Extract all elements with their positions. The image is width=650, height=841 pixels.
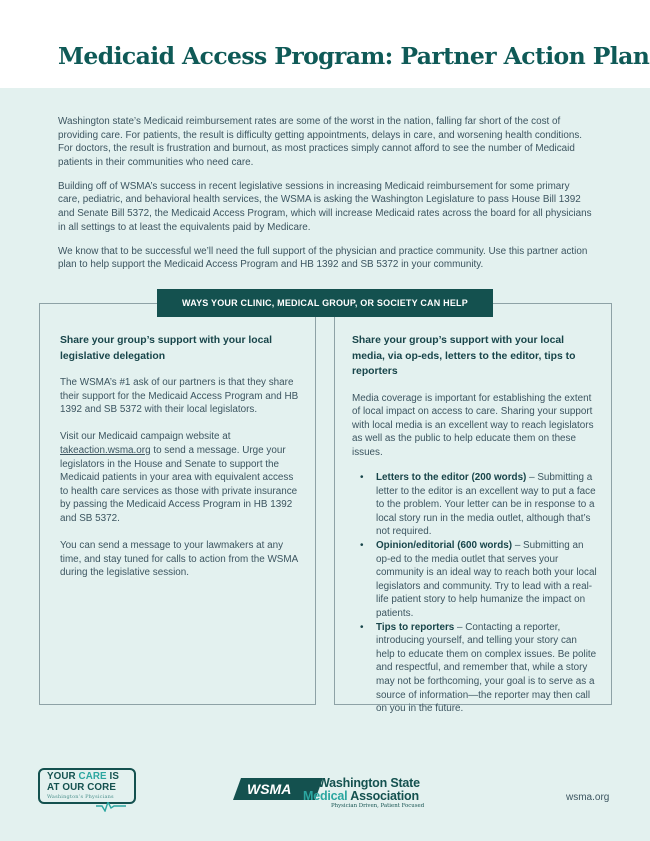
intro-paragraph-3: We know that to be successful we’ll need the full support of the physician and practice community. Use this partner action plan to help support the Medicaid Access Program and HB 1392 and SB 5372 in your community. bbox=[58, 245, 588, 271]
list-item bbox=[352, 539, 598, 621]
right-paragraph-1: Media coverage is important for establishing the extent of local impact on access to care. Sharing your support with local media is an excellent way to reach legislators as well as the public to help educate them on these issues. bbox=[352, 392, 594, 458]
right-column-heading: Share your group’s support with your local media, via op-eds, letters to the editor, tips to reporters bbox=[352, 335, 576, 377]
care-core-subtitle: Washington’s Physicians bbox=[47, 794, 114, 800]
list-item-text: – Submitting a letter to the editor is an excellent way to put a face to the problem. Your letter can be in response to a local story run in the media outlet, although that’s not required. bbox=[376, 472, 596, 538]
section-banner: WAYS YOUR CLINIC, MEDICAL GROUP, OR SOCIETY CAN HELP bbox=[157, 289, 493, 317]
intro-paragraph-1: Washington state’s Medicaid reimbursement rates are some of the worst in the nation, falling far short of the cost of providing care. For patients, the result is difficulty getting appointments, delays in care, and worsening health conditions. For doctors, the result is frustration and burnout, as most practices simply cannot afford to see the number of Medicaid patients in their communities who need care. bbox=[58, 116, 583, 168]
wsma-name-line-1: Washington State bbox=[318, 776, 420, 790]
list-item-text: – Contacting a reporter, introducing yourself, and telling your story can help to educate them on complex issues. Be polite and respectful, and remember that, while a story may not be forthcoming, your goal is to serve as a source of information—the reporter may then call on you in the future. bbox=[376, 621, 597, 715]
bullet-icon: • bbox=[360, 621, 364, 633]
intro-section bbox=[58, 115, 592, 282]
care-core-line-2: AT OUR CORE bbox=[47, 781, 116, 793]
intro-paragraph-2: Building off of WSMA’s success in recent legislative sessions in increasing Medicaid reimbursement for some primary care, pediatric, and behavioral health services, the WSMA is asking the Washington Legislature to pass House Bill 1392 and Senate Bill 5372, the Medicaid Access Program, which will increase Medicaid rates across the board for all physicians in all settings to at least the equivalents paid by Medicare. bbox=[58, 180, 592, 233]
list-item-title: Letters to the editor (200 words) bbox=[376, 472, 527, 484]
left-paragraph-2 bbox=[60, 430, 300, 525]
wsma-name-medical: Medical bbox=[303, 789, 351, 803]
list-item bbox=[352, 621, 598, 716]
left-paragraph-2-end: to send a message. Urge your legislators in the House and Senate to support the Medicaid patients in your area with equivalent access to health care services as those with private insurance by passing the Medicaid Access Program in HB 1392 and SB 5372. bbox=[60, 444, 298, 524]
bullet-icon: • bbox=[360, 540, 364, 552]
website-link[interactable]: wsma.org bbox=[566, 792, 610, 803]
care-core-word-your: YOUR bbox=[47, 771, 79, 782]
left-column-heading: Share your group’s support with your local legislative delegation bbox=[60, 335, 273, 362]
care-core-badge bbox=[38, 768, 136, 804]
wsma-logo[interactable] bbox=[233, 774, 423, 810]
list-item bbox=[352, 471, 598, 539]
wsma-name-association: Association bbox=[350, 789, 419, 803]
left-paragraph-1: The WSMA’s #1 ask of our partners is that they share their support for the Medicaid Access Program and HB 1392 and SB 5372 with their local legislators. bbox=[60, 377, 299, 416]
header bbox=[0, 0, 650, 88]
bullet-icon: • bbox=[360, 472, 364, 484]
left-column bbox=[60, 333, 300, 594]
right-column bbox=[352, 333, 598, 716]
left-paragraph-2-start: Visit our Medicaid campaign website at bbox=[60, 431, 231, 443]
care-core-word-care: CARE bbox=[78, 771, 107, 782]
list-item-title: Opinion/editorial (600 words) bbox=[376, 540, 513, 552]
care-core-word-is: IS bbox=[106, 771, 119, 782]
wsma-tagline: Physician Driven, Patient Focused bbox=[331, 803, 425, 809]
media-tips-list bbox=[352, 471, 598, 716]
care-core-line-1 bbox=[47, 772, 134, 783]
wsma-abbr: WSMA bbox=[247, 781, 292, 797]
care-core-logo bbox=[38, 768, 136, 812]
list-item-text: – Submitting an op-ed to the media outlet that serves your community is an ideal way to reach both your local legislators and community. Try to lead with a real-life patient story to help humanize the impact on patients. bbox=[376, 540, 597, 619]
list-item-title: Tips to reporters bbox=[376, 621, 455, 633]
heartbeat-icon bbox=[96, 802, 126, 812]
left-paragraph-3: You can send a message to your lawmakers at any time, and stay tuned for calls to action from the WSMA during the legislative session. bbox=[60, 540, 298, 579]
wsma-name-line-2 bbox=[303, 789, 419, 803]
campaign-website-link[interactable]: takeaction.wsma.org bbox=[60, 444, 151, 456]
page-title: Medicaid Access Program: Partner Action Plan bbox=[58, 42, 650, 70]
